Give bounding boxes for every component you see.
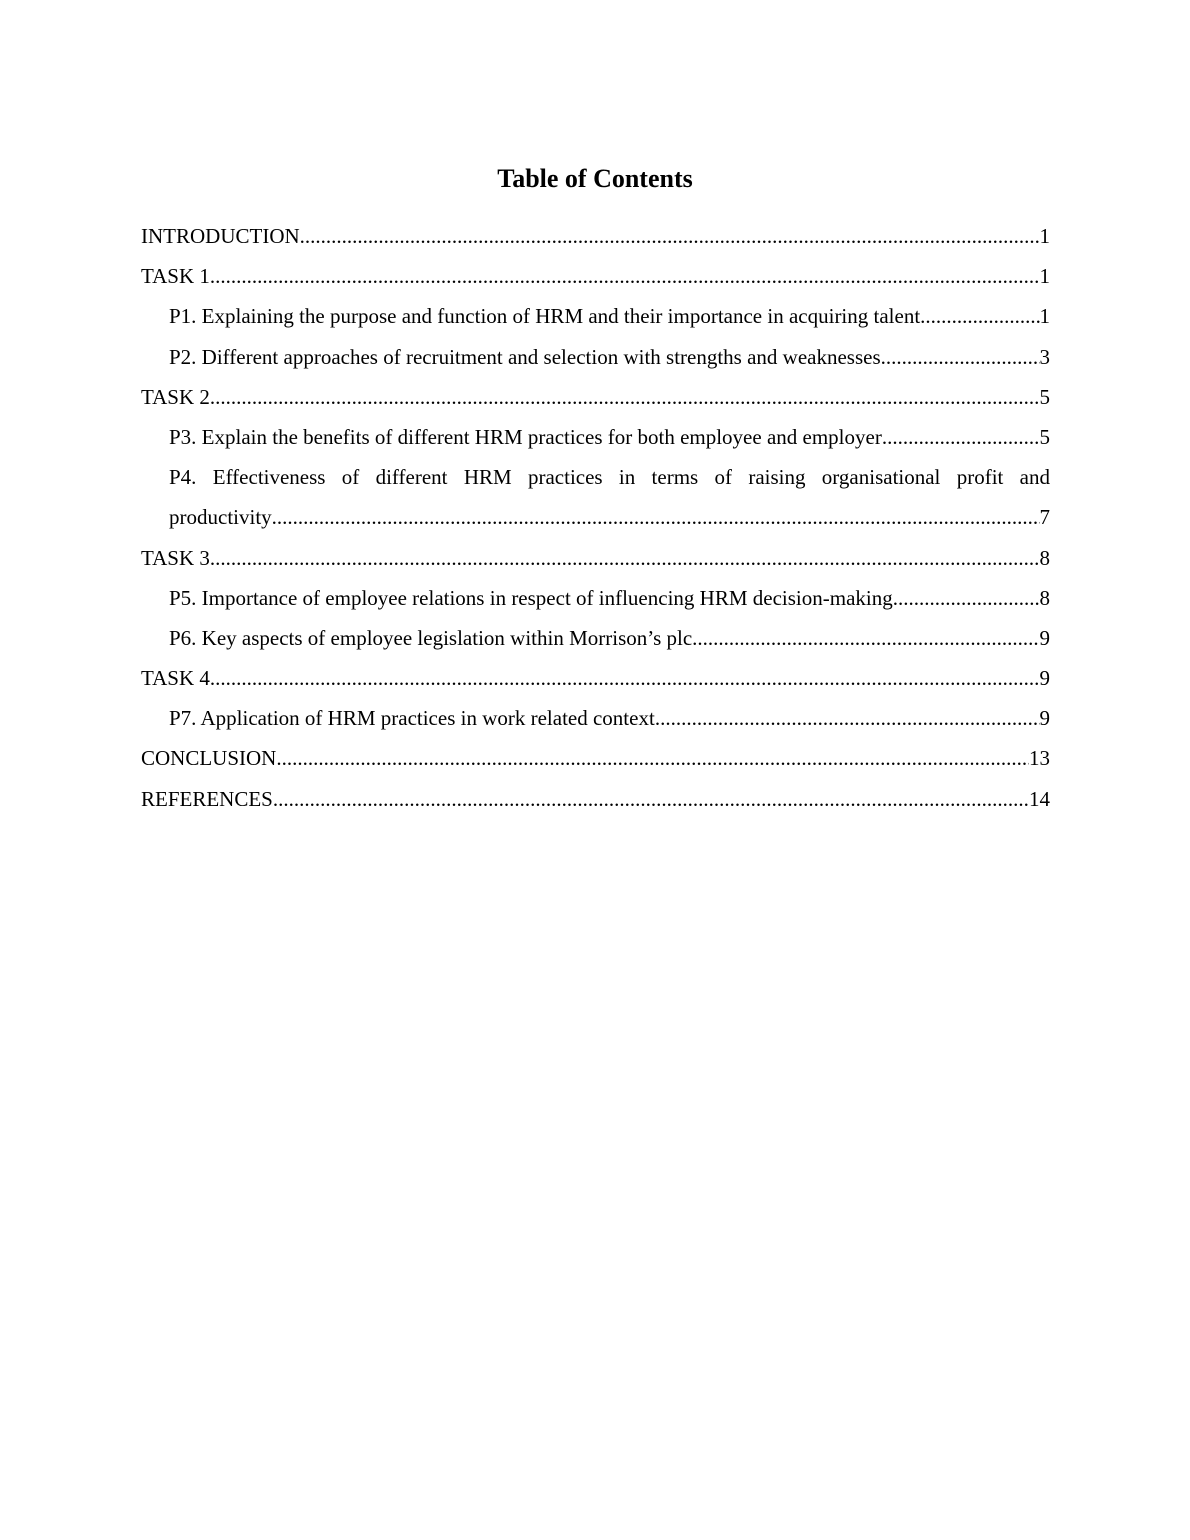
toc-entry-p4[interactable] bbox=[169, 457, 1050, 537]
toc-entry-label: TASK 1 bbox=[141, 256, 210, 296]
toc-entry-introduction[interactable] bbox=[141, 216, 1050, 256]
dot-leader bbox=[920, 296, 1039, 336]
toc-entry-label: P5. Importance of employee relations in respect of influencing HRM decision-making bbox=[169, 578, 893, 618]
toc-entry-label: TASK 2 bbox=[141, 377, 210, 417]
toc-entry-label: REFERENCES bbox=[141, 779, 273, 819]
toc-entry-label: P3. Explain the benefits of different HRM practices for both employee and employer bbox=[169, 417, 882, 457]
dot-leader bbox=[882, 417, 1040, 457]
toc-page-number: 13 bbox=[1029, 746, 1050, 771]
toc-entry-label: P7. Application of HRM practices in work related context bbox=[169, 698, 655, 738]
toc-entry-task-3[interactable] bbox=[141, 538, 1050, 578]
dot-leader bbox=[881, 337, 1040, 377]
toc-page-number: 5 bbox=[1039, 424, 1050, 449]
dot-leader bbox=[692, 618, 1039, 658]
toc-page-number: 1 bbox=[1039, 264, 1050, 289]
toc-entry-p3[interactable] bbox=[169, 417, 1050, 457]
toc-entry-task-1[interactable] bbox=[141, 256, 1050, 296]
toc-entry-label: P2. Different approaches of recruitment and selection with strengths and weaknesses bbox=[169, 337, 881, 377]
toc-entry-label-line1: P4. Effectiveness of different HRM practices in terms of raising organisational profit and bbox=[169, 465, 1050, 490]
toc-page-number: 7 bbox=[1039, 505, 1050, 530]
toc-page-number: 1 bbox=[1039, 304, 1050, 329]
toc-page-number: 9 bbox=[1039, 706, 1050, 731]
table-of-contents bbox=[141, 216, 1050, 819]
dot-leader bbox=[273, 779, 1029, 819]
toc-page-number: 8 bbox=[1039, 545, 1050, 570]
toc-entry-task-4[interactable] bbox=[141, 658, 1050, 698]
dot-leader bbox=[210, 538, 1040, 578]
toc-entry-label: P6. Key aspects of employee legislation within Morrison’s plc bbox=[169, 618, 692, 658]
dot-leader bbox=[300, 216, 1040, 256]
dot-leader bbox=[210, 377, 1040, 417]
toc-page-number: 9 bbox=[1039, 625, 1050, 650]
toc-entry-label-line2: productivity bbox=[169, 505, 272, 530]
toc-entry-label: TASK 4 bbox=[141, 658, 210, 698]
toc-entry-task-2[interactable] bbox=[141, 377, 1050, 417]
dot-leader bbox=[276, 738, 1029, 778]
toc-page-number: 8 bbox=[1039, 585, 1050, 610]
toc-entry-p6[interactable] bbox=[169, 618, 1050, 658]
dot-leader bbox=[272, 497, 1040, 537]
toc-entry-p1[interactable] bbox=[169, 296, 1050, 336]
toc-page-number: 9 bbox=[1039, 666, 1050, 691]
toc-entry-conclusion[interactable] bbox=[141, 738, 1050, 778]
toc-entry-p7[interactable] bbox=[169, 698, 1050, 738]
toc-page-number: 1 bbox=[1039, 224, 1050, 248]
toc-entry-label: INTRODUCTION bbox=[141, 216, 300, 256]
toc-entry-p2[interactable] bbox=[169, 337, 1050, 377]
toc-title: Table of Contents bbox=[497, 164, 693, 193]
dot-leader bbox=[893, 578, 1040, 618]
toc-page-number: 14 bbox=[1029, 786, 1050, 811]
toc-page-number: 3 bbox=[1039, 344, 1050, 369]
toc-entry-label: P1. Explaining the purpose and function of HRM and their importance in acquiring talent bbox=[169, 296, 920, 336]
dot-leader bbox=[210, 256, 1040, 296]
dot-leader bbox=[655, 698, 1040, 738]
toc-page-number: 5 bbox=[1039, 384, 1050, 409]
dot-leader bbox=[210, 658, 1040, 698]
toc-entry-label: TASK 3 bbox=[141, 538, 210, 578]
toc-entry-p5[interactable] bbox=[169, 578, 1050, 618]
toc-entry-references[interactable] bbox=[141, 779, 1050, 819]
toc-entry-label: CONCLUSION bbox=[141, 738, 276, 778]
